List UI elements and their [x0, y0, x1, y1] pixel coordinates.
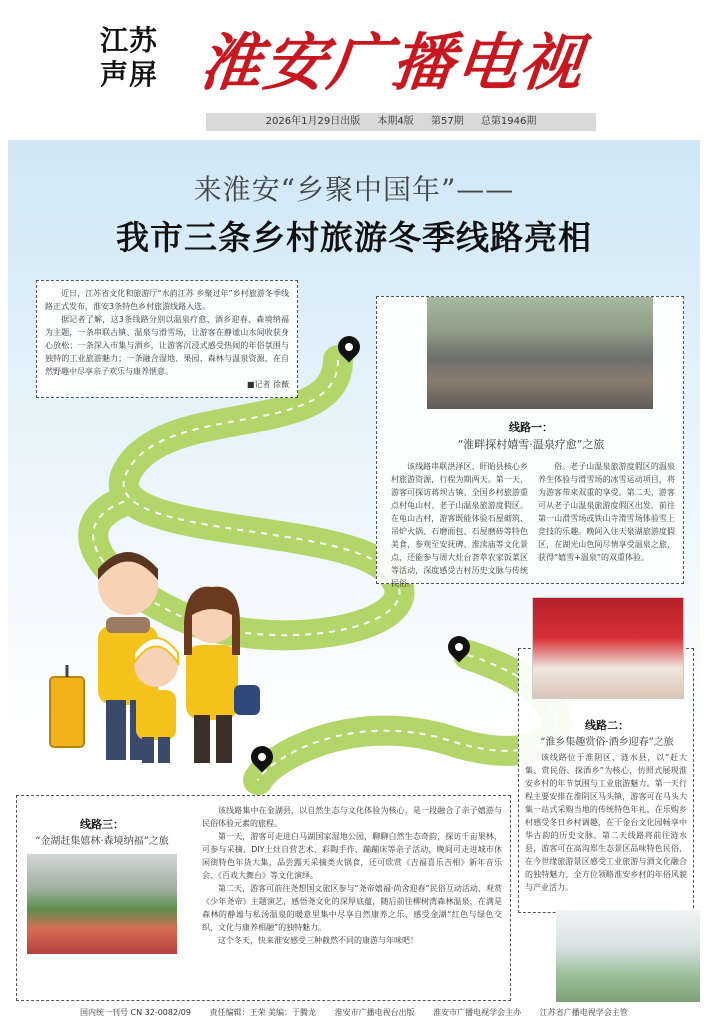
route1-label: 线路一： — [509, 421, 553, 434]
route3-flower-field-photo — [27, 854, 177, 954]
intro-author: ■记者 徐薇 — [246, 380, 289, 389]
masthead-line1: 江苏 — [100, 24, 159, 57]
footer — [80, 1007, 680, 1018]
issue-date: 2026年1月29日出版 — [265, 116, 361, 127]
issue-bar — [206, 113, 596, 131]
masthead-subtitle — [100, 24, 190, 92]
route2-body: 该线路位于淮阴区、涟水县，以“赶大集、赏民俗、探酒乡”为核心，仿照式展现淮安乡村的年节氛围与工业旅游魅力。第一天行程主要安排在淮阴区马头镇，游客可在马头大集一站式采购当地的传统特色年礼，在乐购乡村感受冬日乡村调趣，在干金台文化园畅享中华古韵的历史文脉。第二天线路将前往涟水县，游客可在高沟郑生态景区品味特色民俗，在今世缘旅游景区感受工业旅游与酒文化融合的独特魅力，全方位领略淮安乡村的年俗风貌与产业活力。 — [525, 753, 687, 892]
intro-paragraph-2: 据记者了解，这3条线路分别以温泉疗愈、酒乡迎春、森境纳福为主题，一条串联古镇、温泉与滑雪场，让游客在静谧山水间收获身心放松；一条深入市集与酒乡，让游客沉浸式感受热闹的年俗氛围与独特的工业旅游魅力；一条融合湿地、果园、森林与温泉资源，在自然野趣中尽享亲子欢乐与康养惬意。 — [45, 315, 289, 376]
route3-paragraph-4: 这个冬天，快来淮安感受三种截然不同的康游与年味吧！ — [218, 936, 418, 945]
route1-column-1: 该线路串联洪泽区、盱眙县核心乡村旅游资源，行程为期两天。第一天，游客可探访蒋坝古镇、全国乡村旅游重点村龟山村、老子山温泉旅游度假区。在龟山古村，游客既能体验石屋砌筑、吊炉火锅、石磨面包、石屋磨砖等特色美食，参观至安抚碑、淮渎庙等文化景点，还能参与周大灶台荟萃农家饭菜区等活动，深度感受古村历史文脉与传统民俗。 — [391, 462, 528, 588]
issue-total: 总第1946期 — [480, 116, 537, 127]
footer-editors: 责任编辑：王荣 美编：于腾龙 — [209, 1008, 317, 1017]
route3-paragraph-2: 第一天，游客可走进白马湖国家湿地公园，聊聊白然生态奇韵，探访千亩果林，可参与采摘、DIY土灶自营艺术、彩陶手作、蹦蹦床等亲子活动，晚间可走进城市休闲街特色年货大集，品尝露天采摘类火锅食，还可欣赏《吉福喜乐吉相》新年音乐会、《百戏大舞台》等文化演绎。 — [202, 832, 502, 880]
footer-host2: 淮安市广播电视学会主办 — [433, 1008, 522, 1017]
route3-label: 线路三： — [80, 818, 124, 831]
route3-body — [202, 804, 502, 947]
route3-subtitle: “金湖赶集嬉林·森境纳福”之旅 — [35, 836, 169, 847]
route2-subtitle: “淮乡集趣赏俗·酒乡迎春”之旅 — [540, 737, 674, 748]
lakeside-photo — [556, 910, 700, 1002]
route2-label: 线路二： — [585, 719, 629, 732]
route1-aerial-photo — [427, 297, 653, 409]
route3-box — [16, 795, 511, 1001]
issue-number: 第57期 — [430, 116, 464, 127]
footer-host1: 淮安市广播电视台出版 — [334, 1008, 415, 1017]
family-illustration — [36, 525, 276, 775]
route3-paragraph-1: 该线路集中在金湖县，以自然生态与文化体验为核心，是一段融合了亲子嬉游与民俗体验元素的旅程。 — [202, 806, 502, 828]
masthead-line2: 声屏 — [100, 58, 159, 91]
footer-cn: 国内统一刊号 CN 32-0082/09 — [80, 1008, 191, 1017]
route2-festive-photo — [532, 597, 684, 699]
route3-paragraph-3: 第二天，游客可前往尧想国文旅区参与“尧帝嬉福·尚舍迎春”民俗互动活动，观赏《少年尧帝》主题演艺，感悟尧文化的深厚底蕴，随后前往柳树湾森林温泉，在满是森林的静谧与私汤温泉的暖意里集中尽享自然康养之乐，感受金湖“红色与绿色交织、文化与康养相融”的独特魅力。 — [202, 884, 502, 932]
feature-panel — [8, 140, 700, 1002]
masthead-title: 淮安广播电视 — [196, 26, 588, 99]
intro-box — [36, 280, 298, 398]
route1-column-2: 俗。老子山温泉旅游度假区的温泉养生体验与滑雪场的冰雪运动项目，将为游客带来双重的享受。第二天，游客可从老子山温泉旅游度假区出发，前往第一山滑雪场或铁山寺滑雪场体验雪上竞技的乐趣。晚间入住天泉湖旅游度假区，在湖光山色间尽情享受温泉之旅，获得“嬉雪+温泉”的双重体验。 — [538, 462, 675, 562]
headline-line1: 来淮安“乡聚中国年”—— — [193, 173, 515, 206]
route1-box — [376, 296, 684, 588]
intro-paragraph-1: 近日，江苏省文化和旅游厅“水韵江苏 乡聚过年”乡村旅游冬季线路正式发布，淮安3条特色乡村旅游线路入选。 — [45, 289, 289, 311]
headline-line2: 我市三条乡村旅游冬季线路亮相 — [116, 218, 592, 257]
route1-subtitle: “淮畔探村嬉雪·温泉疗愈”之旅 — [457, 438, 605, 451]
issue-edition: 本期4版 — [377, 116, 414, 127]
route1-body — [391, 460, 675, 588]
footer-host3: 江苏省广播电视学会主管 — [539, 1008, 628, 1017]
